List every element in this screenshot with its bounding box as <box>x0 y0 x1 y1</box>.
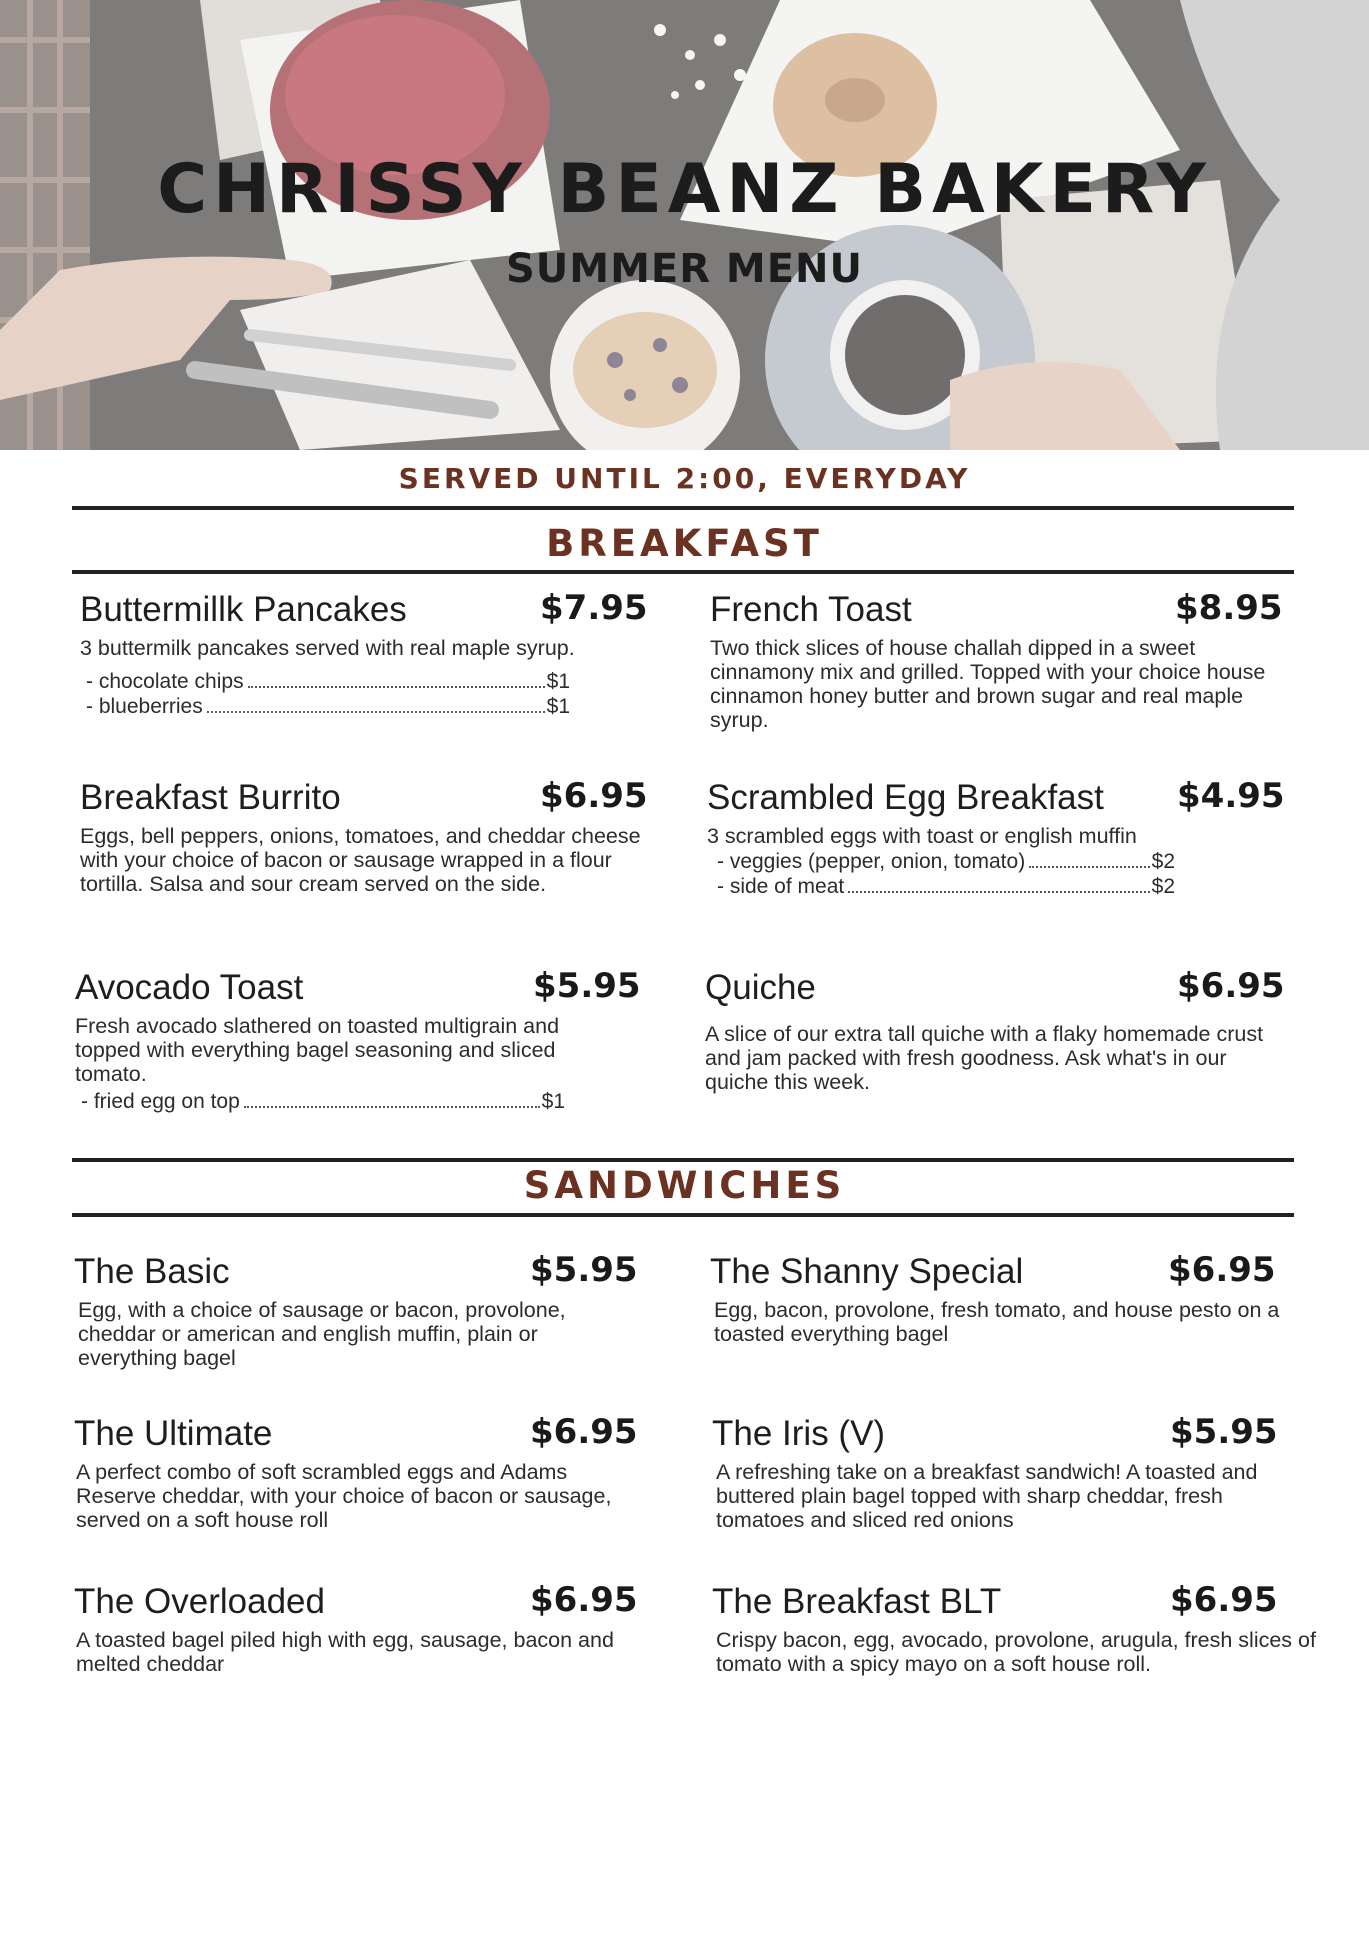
item-name: Buttermillk Pancakes <box>80 590 407 629</box>
addon-row <box>711 848 1175 875</box>
item-description: A slice of our extra tall quiche with a flaky homemade crust and jam packed with fresh goodness. Ask what's in our quiche this week. <box>705 1022 1264 1094</box>
item-name: Quiche <box>705 968 816 1007</box>
addon-name: - fried egg on top <box>81 1090 240 1113</box>
menu-item-the-basic <box>74 1252 644 1370</box>
menu-item-the-ultimate <box>74 1414 644 1532</box>
dot-leader <box>848 891 1149 893</box>
item-price: $6.95 <box>1177 966 1285 1006</box>
item-price: $6.95 <box>530 1412 638 1452</box>
addon-row <box>80 693 570 720</box>
menu-item-the-breakfast-blt <box>712 1580 1316 1676</box>
dot-leader <box>244 1106 540 1108</box>
menu-item-avocado-toast <box>75 968 645 1115</box>
item-description: A toasted bagel piled high with egg, sausage, bacon and melted cheddar <box>76 1628 614 1676</box>
item-description: Fresh avocado slathered on toasted multigrain and topped with everything bagel seasoning and sliced tomato. <box>75 1014 560 1086</box>
addon-row <box>75 1088 565 1115</box>
addon-name: - blueberries <box>86 695 203 718</box>
item-name: The Basic <box>74 1252 230 1291</box>
item-price: $6.95 <box>540 776 648 816</box>
menu-item-the-iris <box>712 1414 1282 1532</box>
addon-list <box>75 1088 565 1115</box>
addon-price: $2 <box>1151 850 1175 873</box>
item-price: $5.95 <box>1170 1412 1278 1452</box>
addon-price: $2 <box>1151 875 1175 898</box>
item-price: $6.95 <box>530 1580 638 1620</box>
menu-item-the-overloaded <box>74 1582 644 1676</box>
menu-item-french-toast <box>710 588 1283 732</box>
bakery-title: CHRISSY BEANZ BAKERY <box>157 150 1212 229</box>
item-description: Egg, with a choice of sausage or bacon, provolone, cheddar or american and english muffin, plain or everything bagel <box>78 1298 566 1370</box>
addon-price: $1 <box>546 670 570 693</box>
item-description: Egg, bacon, provolone, fresh tomato, and house pesto on a toasted everything bagel <box>714 1298 1280 1346</box>
addon-name: - side of meat <box>717 875 845 898</box>
served-until-note: SERVED UNTIL 2:00, EVERYDAY <box>398 462 971 495</box>
item-description: Eggs, bell peppers, onions, tomatoes, and cheddar cheese with your choice of bacon or sausage wrapped in a flour tortilla. Salsa and sour cream served on the side. <box>80 824 641 896</box>
item-name: Avocado Toast <box>75 968 304 1007</box>
dot-leader <box>207 711 545 713</box>
menu-item-quiche <box>705 966 1285 1094</box>
addon-price: $1 <box>546 695 570 718</box>
divider-rule <box>72 570 1294 574</box>
addon-name: - veggies (pepper, onion, tomato) <box>717 850 1026 873</box>
addon-row <box>711 873 1175 900</box>
dot-leader <box>1029 866 1149 868</box>
dot-leader <box>248 686 545 688</box>
menu-item-the-shanny-special <box>710 1252 1280 1346</box>
item-name: The Breakfast BLT <box>712 1582 1002 1621</box>
menu-item-breakfast-burrito <box>80 778 650 896</box>
item-name: French Toast <box>710 590 912 629</box>
item-name: Scrambled Egg Breakfast <box>707 778 1104 817</box>
item-description: 3 buttermilk pancakes served with real maple syrup. <box>80 636 575 660</box>
menu-item-scrambled-egg-breakfast <box>707 776 1285 900</box>
item-price: $7.95 <box>540 588 648 628</box>
item-description: A refreshing take on a breakfast sandwich! A toasted and buttered plain bagel topped with sharp cheddar, fresh tomatoes and sliced red onions <box>716 1460 1258 1532</box>
item-price: $5.95 <box>530 1250 638 1290</box>
addon-row <box>80 668 570 695</box>
item-name: The Shanny Special <box>710 1252 1024 1291</box>
item-description: Crispy bacon, egg, avocado, provolone, arugula, fresh slices of tomato with a spicy mayo on a soft house roll. <box>716 1628 1316 1676</box>
item-price: $6.95 <box>1168 1250 1276 1290</box>
item-description: Two thick slices of house challah dipped in a sweet cinnamony mix and grilled. Topped with your choice house cinnamon honey butter and brown sugar and real maple syrup. <box>710 636 1266 732</box>
item-price: $6.95 <box>1170 1580 1278 1620</box>
divider-rule <box>72 1213 1294 1217</box>
addon-price: $1 <box>541 1090 565 1113</box>
divider-rule <box>72 506 1294 510</box>
addon-name: - chocolate chips <box>86 670 244 693</box>
addon-list <box>80 668 570 720</box>
item-name: The Iris (V) <box>712 1414 886 1453</box>
breakfast-heading: BREAKFAST <box>546 522 823 565</box>
hero-banner <box>0 0 1369 450</box>
item-name: Breakfast Burrito <box>80 778 341 817</box>
addon-list <box>707 848 1175 900</box>
item-description: A perfect combo of soft scrambled eggs and Adams Reserve cheddar, with your choice of bacon or sausage, served on a soft house roll <box>76 1460 612 1532</box>
menu-item-buttermilk-pancakes <box>80 590 650 720</box>
sandwiches-heading: SANDWICHES <box>523 1164 846 1207</box>
item-name: The Ultimate <box>74 1414 273 1453</box>
item-price: $8.95 <box>1175 588 1283 628</box>
menu-subtitle: SUMMER MENU <box>505 246 864 292</box>
item-description: 3 scrambled eggs with toast or english muffin <box>707 824 1137 848</box>
item-name: The Overloaded <box>74 1582 325 1621</box>
divider-rule <box>72 1158 1294 1162</box>
item-price: $4.95 <box>1177 776 1285 816</box>
item-price: $5.95 <box>533 966 641 1006</box>
